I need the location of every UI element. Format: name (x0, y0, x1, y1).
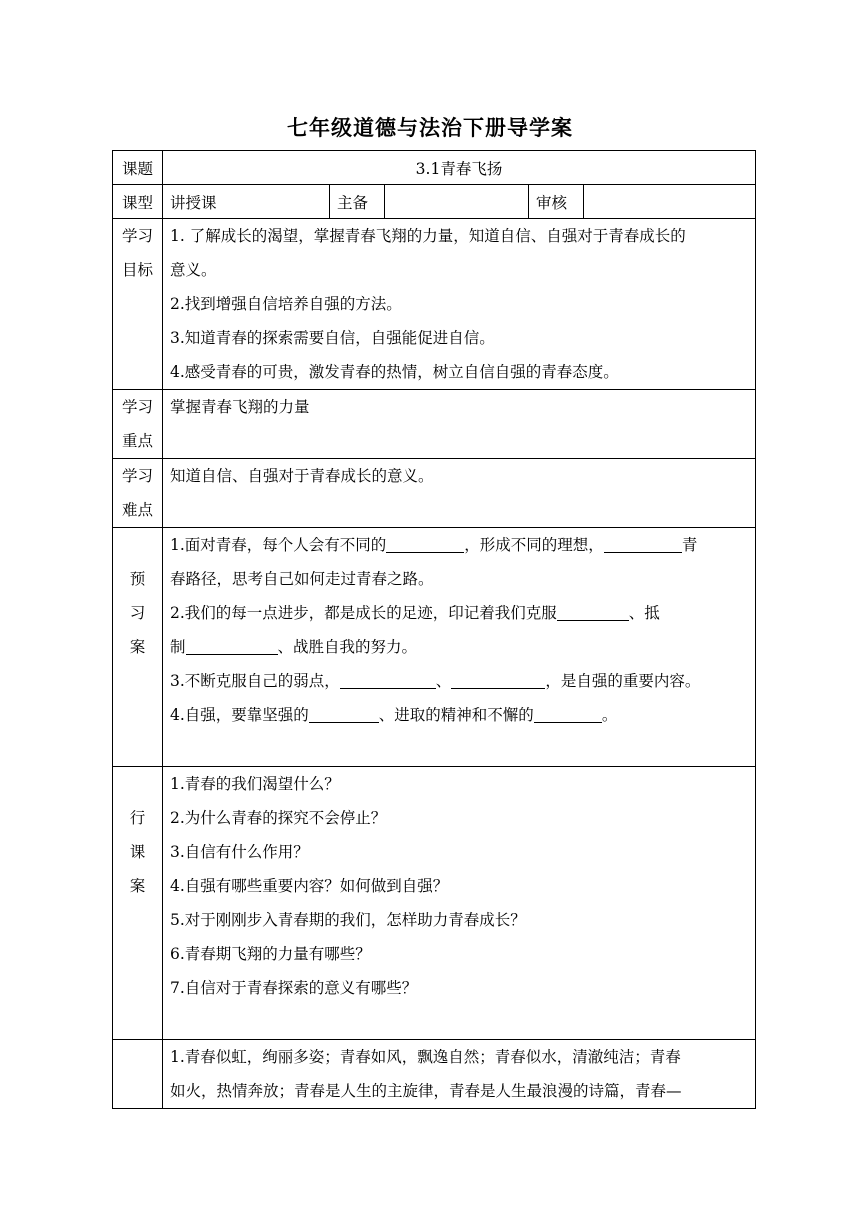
key-points-label: 学习 重点 (113, 390, 163, 459)
key-points-content: 掌握青春飞翔的力量 (163, 390, 756, 459)
difficulties-row (113, 459, 756, 528)
fill-blank[interactable] (186, 634, 278, 655)
review-label: 审核 (529, 185, 584, 219)
preview-row (113, 528, 756, 767)
fill-blank[interactable] (386, 532, 464, 553)
preview-question: 制 、战胜自我的努力。 (170, 630, 748, 664)
type-label: 课型 (113, 185, 163, 219)
summary-content (163, 1040, 756, 1109)
class-question: 3.自信有什么作用？ (170, 843, 309, 861)
study-plan-table (112, 150, 756, 1109)
summary-row (113, 1040, 756, 1109)
objective-line: 2.找到增强自信培养自强的方法。 (170, 295, 402, 313)
class-question: 2.为什么青春的探究不会停止？ (170, 809, 387, 827)
topic-label: 课题 (113, 151, 163, 185)
objective-line: 3.知道青春的探索需要自信，自强能促进自信。 (170, 329, 495, 347)
page-title: 七年级道德与法治下册导学案 (287, 116, 573, 140)
lead-label: 主备 (330, 185, 385, 219)
review-value (584, 185, 756, 219)
topic-row (113, 151, 756, 185)
preview-question: 春路径，思考自己如何走过青春之路。 (170, 570, 434, 588)
fill-blank[interactable] (534, 702, 602, 723)
fill-blank[interactable] (604, 532, 682, 553)
type-value: 讲授课 (163, 185, 330, 219)
preview-question: 1.面对青春，每个人会有不同的 ，形成不同的理想， 青 (170, 528, 748, 562)
preview-question: 4.自强，要靠坚强的 、进取的精神和不懈的 。 (170, 698, 748, 732)
lead-value (385, 185, 529, 219)
class-label: 行 课 案 (113, 767, 163, 1040)
type-row (113, 185, 756, 219)
class-question: 1.青春的我们渴望什么？ (170, 775, 340, 793)
summary-line: 1.青春似虹，绚丽多姿；青春如风，飘逸自然；青春似水，清澈纯洁；青春 (170, 1048, 681, 1066)
objective-line: 4.感受青春的可贵，激发青春的热情，树立自信自强的青春态度。 (170, 363, 619, 381)
summary-line: 如火，热情奔放；青春是人生的主旋律，青春是人生最浪漫的诗篇，青春— (170, 1082, 682, 1100)
preview-question: 3.不断克服自己的弱点， 、 ，是自强的重要内容。 (170, 664, 748, 698)
objective-line: 1. 了解成长的渴望，掌握青春飞翔的力量，知道自信、自强对于青春成长的 (170, 227, 686, 245)
key-points-row (113, 390, 756, 459)
objectives-label: 学习 目标 (113, 219, 163, 390)
class-question: 6.青春期飞翔的力量有哪些？ (170, 945, 371, 963)
fill-blank[interactable] (309, 702, 379, 723)
class-row (113, 767, 756, 1040)
difficulties-content: 知道自信、自强对于青春成长的意义。 (163, 459, 756, 528)
class-content (163, 767, 756, 1040)
fill-blank[interactable] (451, 668, 545, 689)
objective-line: 意义。 (170, 261, 217, 279)
difficulties-label: 学习 难点 (113, 459, 163, 528)
objectives-row (113, 219, 756, 390)
objectives-content (163, 219, 756, 390)
class-question: 4.自强有哪些重要内容？如何做到自强？ (170, 877, 449, 895)
topic-value: 3.1青春飞扬 (163, 151, 756, 185)
preview-content (163, 528, 756, 767)
preview-label: 预 习 案 (113, 528, 163, 767)
preview-question: 2.我们的每一点进步，都是成长的足迹，印记着我们克服 、抵 (170, 596, 748, 630)
summary-label (113, 1040, 163, 1109)
class-question: 7.自信对于青春探索的意义有哪些？ (170, 979, 418, 997)
fill-blank[interactable] (557, 600, 629, 621)
fill-blank[interactable] (340, 668, 436, 689)
class-question: 5.对于刚刚步入青春期的我们，怎样助力青春成长？ (170, 911, 526, 929)
